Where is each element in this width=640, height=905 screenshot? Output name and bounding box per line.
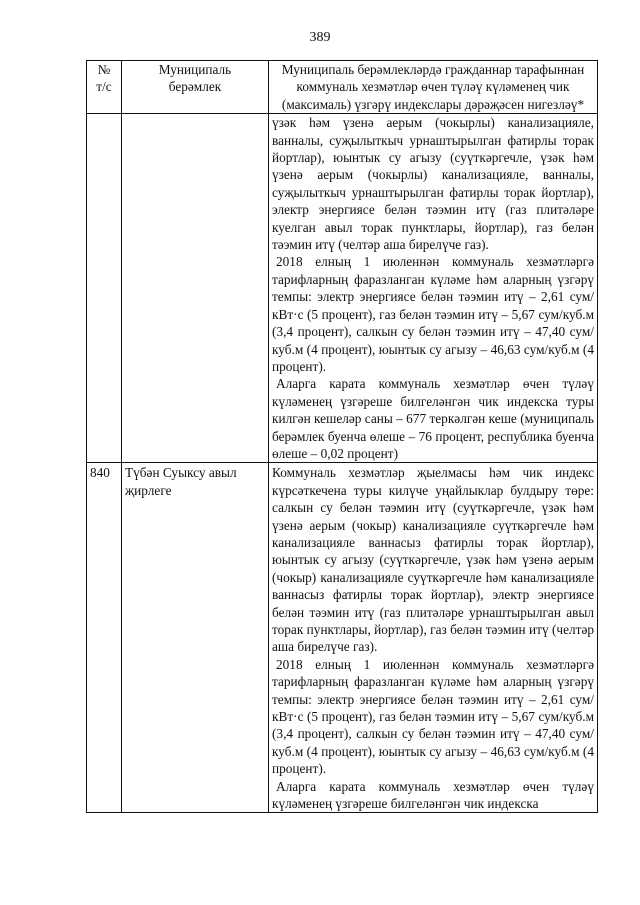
row-municipality: Түбән Суыксу авыл җирлеге [122, 463, 269, 813]
paragraph: Аларга карата коммуналь хезмәтләр өчен түләү күләменең үзгәреше билгеләнгән чик индекска [272, 778, 594, 812]
paragraph: 2018 елның 1 июленнән коммуналь хезмәтләргә тарифларның фаразланган күләме һәм аларның үзгәрү темпы: электр энергиясе белән тәэмин итү – 2,61 сум/кВт·с (5 процент), газ белән тәэмин итү – 5,67 сум/куб.м (3,4 процент), салкын су белән тәэмин итү – 47,40 сум/куб.м (4 процент), юынтык су агызу – 46,63 сум/куб.м (4 процент). [272, 656, 594, 777]
paragraph: Аларга карата коммуналь хезмәтләр өчен түләү күләменең үзгәреше билгеләнгән чик индекска туры килгән кешеләр саны – 677 теркәлгән кеше (муниципаль берәмлек буенча өлеше – 76 процент, республика буенча өлеше – 0,02 процент) [272, 376, 594, 461]
row-number: 840 [87, 463, 122, 813]
row-description [269, 463, 598, 813]
document-table [86, 60, 598, 813]
row-number [87, 114, 122, 463]
header-index: Муниципаль берәмлекләрдә гражданнар тарафыннан коммуналь хезмәтләр өчен түләү күләменең чик (максималь) үзгәрү индекслары дәрәҗәсен нигезләү* [269, 61, 598, 114]
header-municipality: Муниципаль берәмлек [122, 61, 269, 114]
page-number: 389 [309, 30, 331, 45]
table-row [87, 114, 598, 463]
table-row [87, 463, 598, 813]
paragraph: үзәк һәм үзенә аерым (чокырлы) канализацияле, ванналы, суҗылыткыч урнаштырылган фатирлы торак йортлар), юынтык су агызу (суүткәргечле, үзәк һәм үзенә аерым (чокырлы) канализацияле, ванналы, суҗылыткыч урнаштырылган фатирлы торак йортлар), электр энергиясе белән тәэмин итү (газ плитәләре куелган авыл торак пунктлары, йортлар), газ белән тәэмин итү (челтәр аша бирелүче газ). [272, 115, 594, 253]
header-number: № т/с [87, 61, 122, 114]
table-header-row [87, 61, 598, 114]
paragraph: Коммуналь хезмәтләр җыелмасы һәм чик индекс күрсәткечена туры килүче уңайлыклар булдыру төре: салкын су белән тәэмин итү (суүткәргечле, үзәк һәм үзенә аерым (чокыр) канализацияле суүткәргечле һәм канализацияле ваннасыз фатирлы торак йортлар), юынтык су агызу (суүткәргечле, үзәк һәм үзенә аерым (чокыр) канализацияле суүткәргечле һәм канализацияле ваннасыз фатирлы торак йортлар), электр энергиясе белән тәэмин итү (газ плитәләре урнаштырылган авыл торак пунктлары, йортлар), газ белән тәэмин итү (челтәр аша бирелүче газ). [272, 465, 594, 655]
row-municipality [122, 114, 269, 463]
row-description [269, 114, 598, 463]
paragraph: 2018 елның 1 июленнән коммуналь хезмәтләргә тарифларның фаразланган күләме һәм аларның үзгәрү темпы: электр энергиясе белән тәэмин итү – 2,61 сум/кВт·с (5 процент), газ белән тәэмин итү – 5,67 сум/куб.м (3,4 процент), салкын су белән тәэмин итү – 47,40 сум/куб.м (4 процент), юынтык су агызу – 46,63 сум/куб.м (4 процент). [272, 254, 594, 374]
